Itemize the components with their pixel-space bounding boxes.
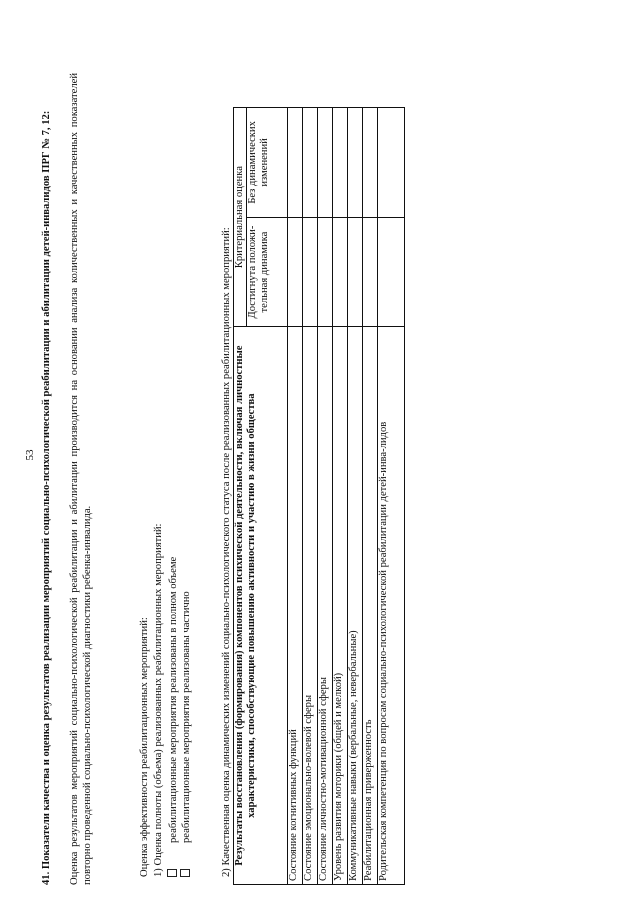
row-label: Реабилитационная приверженность bbox=[363, 327, 378, 885]
table-row bbox=[348, 108, 363, 885]
table-row bbox=[333, 108, 348, 885]
heading-subtitle: детей-инвалидов ПРГ № 7, 12: bbox=[41, 110, 52, 257]
heading-title: 41. Показатели качества и оценка результатов реализации мероприятий социально-психологической реабилитации и абилитации bbox=[41, 259, 52, 885]
row-label: Состояние личностно-мотивационной сферы bbox=[318, 327, 333, 885]
cell-no-change[interactable] bbox=[363, 108, 378, 218]
header-criteria: Критериальная оценка bbox=[234, 108, 247, 327]
checkbox-label: реабилитационные мероприятия реализованы в полном объеме bbox=[168, 556, 179, 843]
item-completeness: 1) Оценка полноты (объема) реализованных реабилитационных мероприятий: bbox=[153, 523, 164, 877]
row-label: Состояние когнитивных функций bbox=[288, 327, 303, 885]
checkbox-icon[interactable] bbox=[180, 869, 190, 877]
cell-no-change[interactable] bbox=[378, 108, 405, 218]
effectiveness-paragraph: Оценка эффективности реабилитационных мероприятий: bbox=[139, 617, 150, 877]
cell-no-change[interactable] bbox=[303, 108, 318, 218]
checkbox-icon[interactable] bbox=[167, 869, 177, 877]
table-row bbox=[378, 108, 405, 885]
table-row bbox=[288, 108, 303, 885]
header-no-change: Без динамических изменений bbox=[247, 108, 288, 218]
cell-no-change[interactable] bbox=[318, 108, 333, 218]
cell-positive[interactable] bbox=[348, 217, 363, 326]
table-row bbox=[363, 108, 378, 885]
row-label: Родительская компетенция по вопросам социально-психологической реабилитации детей-инва-лидов bbox=[378, 327, 405, 885]
rotated-page bbox=[20, 25, 620, 885]
cell-positive[interactable] bbox=[363, 217, 378, 326]
header-results: Результаты восстановления (формирования) компонентов психической деятельности, включая личностные характеристики, способствующие повышению активности и участию в жизни общества bbox=[234, 327, 288, 885]
cell-positive[interactable] bbox=[303, 217, 318, 326]
item-quality: 2) Качественная оценка динамических изменений социально-психологического статуса после реализованных реабилитационных мероприятий: bbox=[221, 227, 232, 877]
cell-positive[interactable] bbox=[288, 217, 303, 326]
cell-no-change[interactable] bbox=[348, 108, 363, 218]
intro-paragraph: Оценка результатов мероприятий социально-психологической реабилитации и абилитации производится на основании анализа количественных и качественных показателей повторно проведенной социально-психологической диагностики ребенка-инвалида. bbox=[69, 73, 93, 885]
checkbox-option-partial[interactable] bbox=[180, 437, 193, 877]
table-row bbox=[318, 108, 333, 885]
section-heading bbox=[40, 73, 53, 885]
cell-positive[interactable] bbox=[378, 217, 405, 326]
cell-no-change[interactable] bbox=[333, 108, 348, 218]
cell-no-change[interactable] bbox=[288, 108, 303, 218]
checkbox-label: реабилитационные мероприятия реализованы частично bbox=[181, 591, 192, 843]
header-positive: Достигнута положи-тельная динамика bbox=[247, 217, 288, 326]
results-table bbox=[233, 107, 405, 885]
page-number: 53 bbox=[24, 449, 36, 461]
row-label: Состояние эмоционально-волевой сферы bbox=[303, 327, 318, 885]
cell-positive[interactable] bbox=[318, 217, 333, 326]
row-label: Уровень развития моторики (общей и мелкой) bbox=[333, 327, 348, 885]
row-label: Коммуникативные навыки (вербальные, невербальные) bbox=[348, 327, 363, 885]
checkbox-option-full[interactable] bbox=[167, 437, 180, 877]
table-row bbox=[303, 108, 318, 885]
cell-positive[interactable] bbox=[333, 217, 348, 326]
